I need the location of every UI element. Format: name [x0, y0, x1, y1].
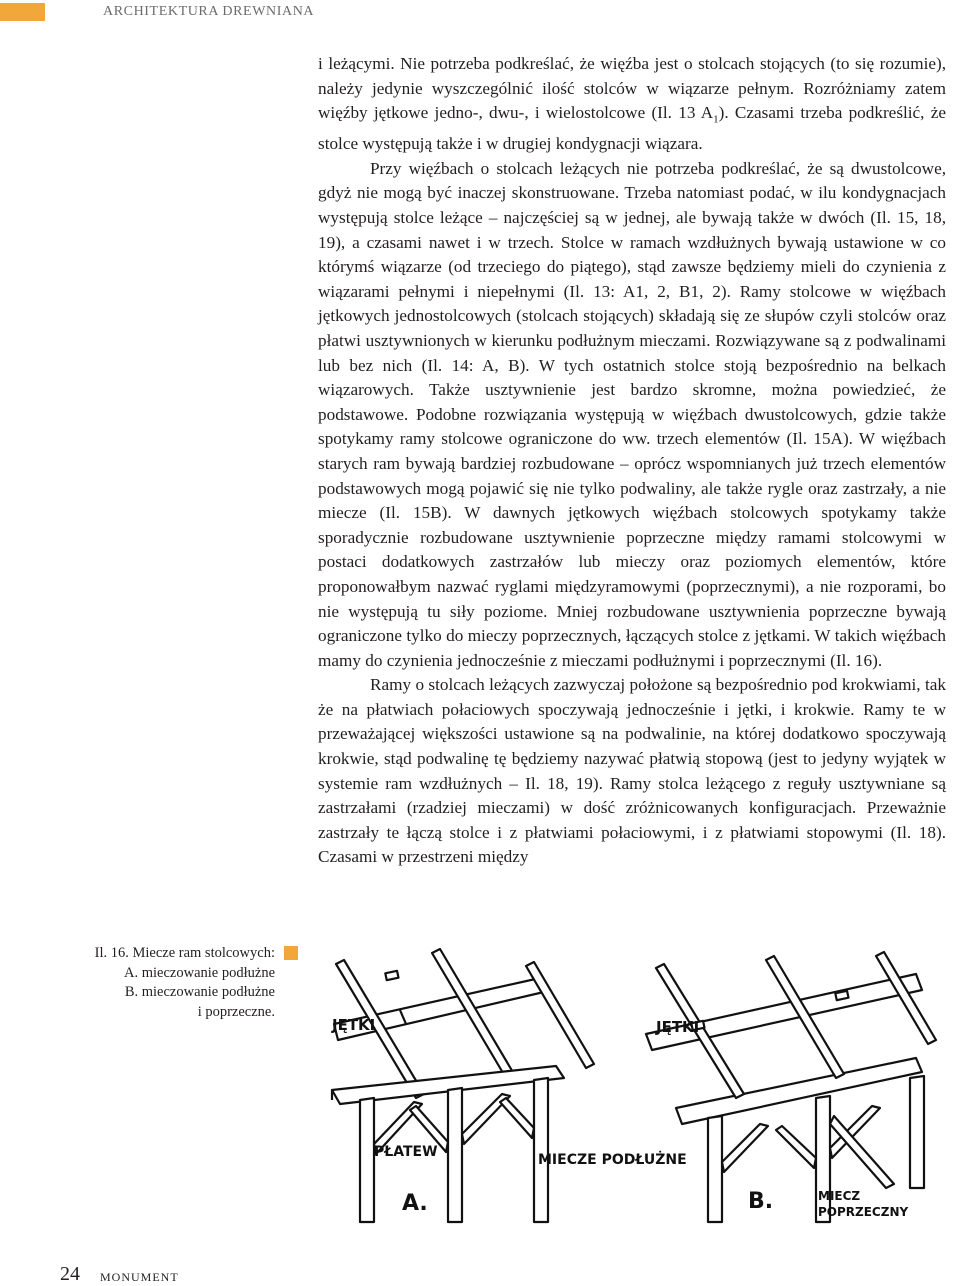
label-jetki-a: JĘTKI: [332, 1016, 376, 1034]
label-platew: PŁATEW: [374, 1144, 438, 1160]
running-title: ARCHITEKTURA DREWNIANA: [103, 4, 315, 19]
roof-truss-figure: [316, 948, 946, 1224]
truss-drawing: [316, 948, 946, 1224]
publication-name: MONUMENT: [100, 1270, 179, 1284]
figure-caption: [40, 944, 275, 1022]
article-body: [318, 52, 946, 870]
page-number: 24: [60, 1263, 80, 1285]
label-poprzeczny: POPRZECZNY: [818, 1205, 909, 1219]
subscript: 1: [713, 113, 719, 126]
label-jetki-b: JĘTKI: [656, 1018, 700, 1036]
paragraph-2: Przy więźbach o stolcach leżących nie potrzeba podkreślać, że są dwustolcowe, gdyż nie mogą być inaczej skonstruowane. Trzeba natomiast podać, w ilu kondygnacjach występują stolce leżące – najczęściej są w jednej, ale bywają także w dwóch (Il. 15, 18, 19), a czasami nawet i w trzech. Stolce w ramach wzdłużnych bywają ustawione w co którymś wiązarze (od trzeciego do piątego), stąd zawsze będziemy mieli do czynienia z wiązarami pełnymi i niepełnymi (Il. 13: A1, 2, B1, 2). Ramy stolcowe w więźbach jętkowych jednostolcowych (stolcach stojących) składają się ze słupów czyli stolców oraz płatwi usztywnionych w kierunku podłużnym mieczami. Rozwiązywane są z podwalinami lub bez nich (Il. 14: A, B). W tych ostatnich stolce stoją bezpośrednio na belkach wiązarowych. Także usztywnienie jest bardzo skromne, można powiedzieć, że podstawowe. Podobne rozwiązania występują w więźbach dwustolcowych, gdzie także spotykamy ramy stolcowe ograniczone do ww. trzech elementów (Il. 15A). W więźbach starych ram bywają bardziej rozbudowane – oprócz wspomnianych już trzech elementów podstawowych mogą pojawić się nie tylko podwaliny, ale także rygle oraz zastrzały, a nie miecze (Il. 15B). W dawnych jętkowych więźbach stolcowych spotykamy także sporadycznie rozbudowane usztywnienie poprzeczne między ramami stolcowymi w postaci dodatkowych zastrzałów lub mieczy oraz poziomych elementów, które proponowałbym nazwać ryglami międzyramowymi (poprzecznymi), a nie rozporami, bo nie występują tu siły poziome. Mniej rozbudowane usztywnienia poprzeczne bywają ograniczone tylko do mieczy poprzecznych, łączących stolce z jętkami. W takich więźbach mamy do czynienia jednocześnie z mieczami podłużnymi i poprzecznymi (Il. 16).: [318, 158, 946, 670]
caption-accent-square: [284, 946, 298, 960]
label-a: A.: [402, 1191, 428, 1216]
caption-line-1: Il. 16. Miecze ram stolcowych:: [94, 945, 275, 961]
label-b: B.: [748, 1189, 774, 1214]
drawing-a: [332, 949, 594, 1222]
paragraph-3: Ramy o stolcach leżących zazwyczaj położone są bezpośrednio pod krokwiami, tak że na płatwiach połaciowych spoczywają jednocześnie i jętki, i krokwie. Ramy te w przeważającej większości ustawione są na podwalinie, na której dodatkowo spoczywają krokwie, stąd podwalinę tę będziemy nazywać płatwią stopową (jest to jedyny wyjątek w systemie ram wzdłużnych – Il. 18, 19). Ramy stolca leżącego z reguły usztywniane są zastrzałami (rzadziej mieczami) w dość zróżnicowanych konfiguracjach. Przeważnie zastrzały te łączą stolce i z płatwiami połaciowymi, i z płatwiami stopowymi (Il. 18). Czasami w przestrzeni między: [318, 675, 946, 867]
caption-line-4: i poprzeczne.: [197, 1003, 275, 1020]
label-miecze-podluzne: MIECZE PODŁUŻNE: [538, 1152, 687, 1168]
drawing-b: [646, 952, 936, 1222]
paragraph-1: i leżącymi. Nie potrzeba podkreślać, że więźba jest o stolcach stojących (to się rozumie), należy jedynie wyszczególnić ilość stolców w wiązarze pełnym. Rozróżniamy zatem więźby jętkowe jedno-, dwu-, i wielostolcowe (Il. 13 $A_1$). Czasami trzeba podkreślić, że stolce występują także i w drugiej kondygnacji wiązara.: [318, 54, 946, 154]
caption-line-2: A. mieczowanie podłużne: [124, 964, 275, 981]
label-miecz: MIECZ: [818, 1189, 861, 1203]
header-accent-square: [0, 3, 45, 21]
caption-line-3: B. mieczowanie podłużne: [124, 984, 275, 1000]
